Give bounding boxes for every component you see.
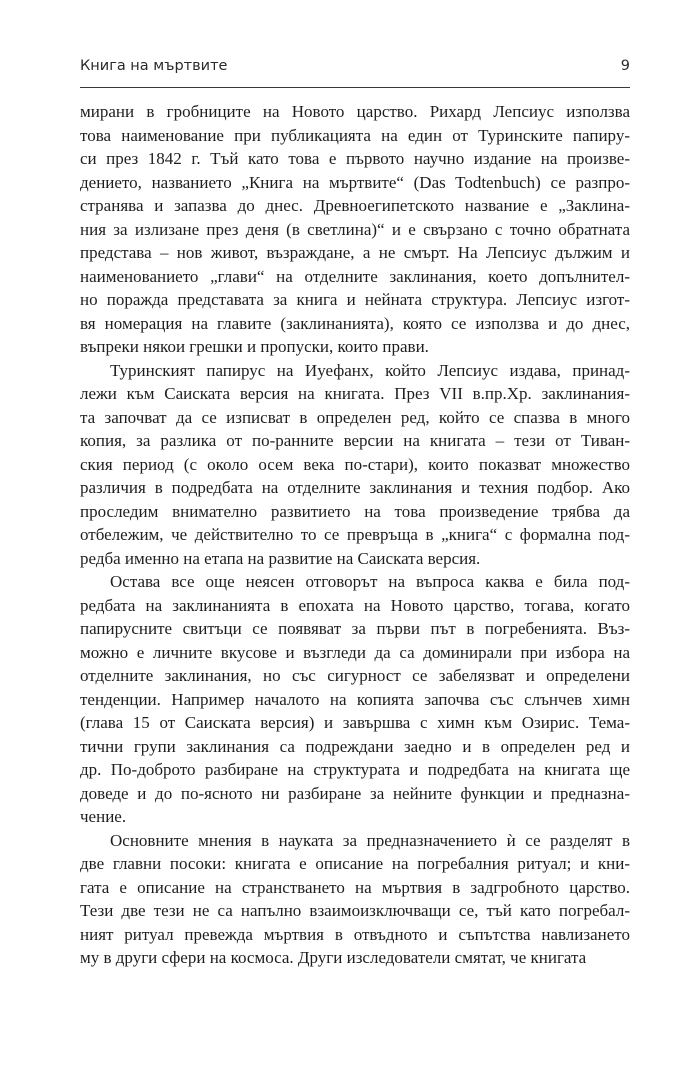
text-line: (глава 15 от Саиската версия) и завършва с химн към Озирис. Тема- (80, 713, 630, 732)
text-line: папирусните свитъци се появяват за първи път в погребенията. Въз- (80, 619, 630, 638)
text-line: Тези две тези не са напълно взаимоизключващи се, тъй като погребал- (80, 901, 630, 920)
text-line: тенденции. Например началото на копията започва със слънчев химн (80, 689, 630, 709)
page-number: 9 (620, 58, 630, 74)
text-line: но поражда представата за книга и нейната структура. Лепсиус изгот- (80, 290, 630, 309)
text-line: тични групи заклинания са подреждани заедно и в определен ред и (80, 736, 630, 756)
text-line: та започват да се изписват в определен ред, който се спазва в много (80, 407, 630, 427)
text-line: копия, за разлика от по-ранните версии на книгата – тези от Тиван- (80, 431, 630, 450)
text-line: гата е описание на странстването на мъртвия в задгробното царство. (80, 877, 630, 897)
text-line: редбата на заклинанията в епохата на Новото царство, тогава, когато (80, 595, 630, 615)
text-line: отделните заклинания, но със сигурност се забелязват и определени (80, 666, 630, 685)
text-line: проследим внимателно развитието на това произведение трябва да (80, 501, 630, 521)
text-line: ния за излизане през деня (в светлина)“ и е свързано с точно обратната (80, 219, 630, 239)
text-line: представа – нов живот, възраждане, а не смърт. На Лепсиус дължим и (80, 243, 630, 262)
text-line: две главни посоки: книгата е описание на погребалния ритуал; и кни- (80, 854, 630, 873)
text-line: си през 1842 г. Тъй като това е първото научно издание на произве- (80, 149, 630, 168)
text-line: дението, названието „Книга на мъртвите“ (Das Todtenbuch) се разпро- (80, 172, 630, 192)
text-line: вя номерация на главите (заклинанията), която се използва и до днес, (80, 313, 630, 333)
text-line: въпреки някои грешки и пропуски, които прави. (80, 337, 429, 356)
text-line: лежи към Саиската версия на книгата. През VII в.пр.Хр. заклинания- (80, 384, 630, 403)
text-line: Основните мнения в науката за предназначението ѝ се разделят в (110, 830, 630, 850)
text-line: ския период (с около осем века по-стари), които показват множество (80, 454, 630, 474)
text-line: Туринският папирус на Иуефанх, който Лепсиус издава, принад- (110, 360, 630, 380)
text-line: различия в подредбата на отделните заклинания и техния подбор. Ако (80, 478, 630, 497)
body-text (80, 100, 630, 970)
text-line: отбележим, че действително то се превръща в „книга“ с формална под- (80, 525, 630, 544)
paragraph (80, 100, 630, 359)
text-line: редба именно на етапа на развитие на Саиската версия. (80, 548, 481, 568)
running-title: Книга на мъртвите (80, 58, 228, 74)
text-line: ният ритуал превежда мъртвия в отвъдното и съпътства навлизането (80, 924, 630, 944)
text-line: доведе и до по-ясното ни разбиране за нейните функции и предназна- (80, 783, 630, 803)
text-line: чение. (80, 807, 127, 826)
text-line: др. По-доброто разбиране на структурата и подредбата на книгата ще (80, 760, 630, 779)
text-line: странява и запазва до днес. Древноегипетското название е „Заклина- (80, 196, 630, 215)
header-rule (80, 87, 630, 88)
text-line: можно е личните вкусове и възгледи да са доминирали при избора на (80, 642, 630, 662)
text-line: му в други сфери на космоса. Други изследователи смятат, че книгата (80, 948, 587, 967)
text-line: това наименование при публикацията на един от Туринските папиру- (80, 125, 630, 145)
paragraph (80, 359, 630, 571)
running-header (80, 58, 630, 80)
paragraph (80, 829, 630, 970)
text-line: наименованието „глави“ на отделните заклинания, което допълнител- (80, 266, 630, 286)
text-line: Остава все още неясен отговорът на въпроса каква е била под- (110, 572, 630, 591)
paragraph (80, 570, 630, 829)
text-line: мирани в гробниците на Новото царство. Рихард Лепсиус използва (80, 102, 630, 121)
